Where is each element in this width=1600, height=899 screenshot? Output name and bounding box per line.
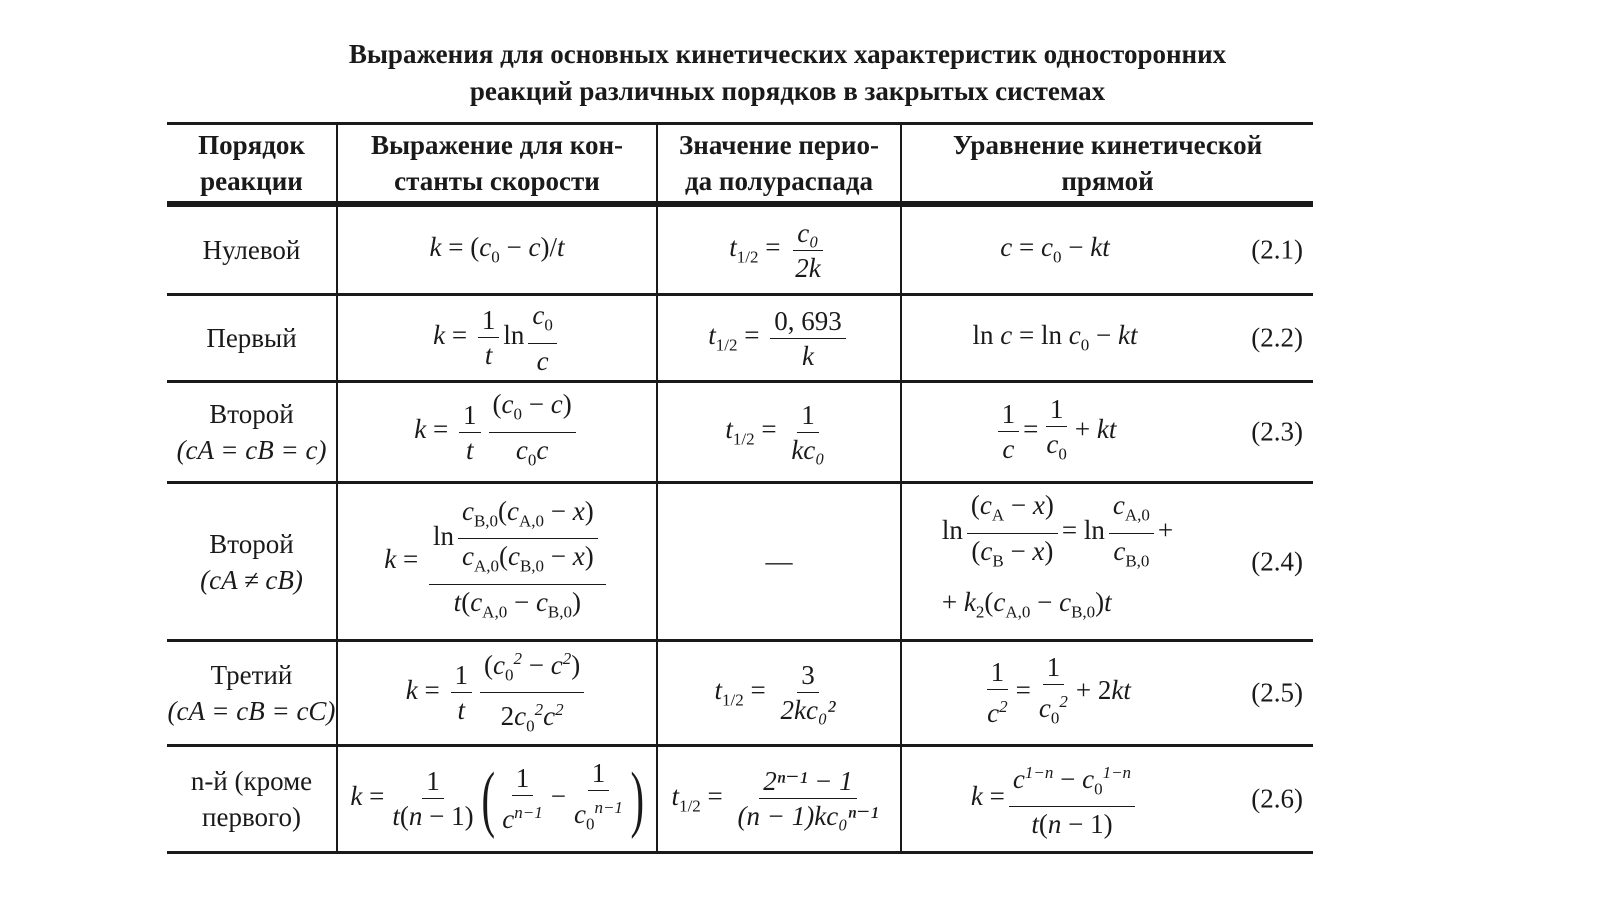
kinetics-table	[167, 122, 1313, 854]
table-row	[167, 483, 1313, 641]
kinetic-line-formula: $\ln c = \ln c_0$ − kt (2.2)	[901, 295, 1313, 382]
kinetic-line-formula: $\frac{1}{c^2}$ = $\frac{1}{c_0^2}$ + 2kt (2.5)	[901, 641, 1313, 746]
table-row	[167, 745, 1313, 852]
half-life-formula: $t_{1/2}$ = $\frac{1}{\text{kc₀}}$	[657, 382, 901, 483]
table-row	[167, 641, 1313, 746]
kinetic-line-formula: ln $\frac{(c_A - x)}{(c_B - x)}$ = ln $\frac{c_{A,0}}{c_{B,0}}$ + + $k_2(c_{A,0} - c_{B,0})t$ (2.4)	[901, 483, 1313, 641]
order-cell: Первый	[167, 295, 337, 382]
rate-constant-formula: $k = (c_0 - c)/t$	[337, 204, 657, 295]
order-cell: n-й (кроме первого)	[167, 745, 337, 852]
rate-constant-formula: k = $\frac{1}{t}$ $\frac{(c_0 - c)}{c_0c}$	[337, 382, 657, 483]
title-line-1: Выражения для основных кинетических характеристик односторонних	[348, 39, 1227, 69]
header-half-life: Значение перио- да полураспада	[657, 124, 901, 205]
equation-number: (2.2)	[1251, 322, 1303, 353]
title-line-2: реакций различных порядков в закрытых системах	[469, 76, 1106, 106]
header-row	[167, 124, 1313, 205]
order-cell: Второй (cA = cB = c)	[167, 382, 337, 483]
order-cell: Нулевой	[167, 204, 337, 295]
rate-constant-formula: k = $\frac{1}{t(n - 1)}$ ( $\frac{1}{c^{n-1}}$ − $\frac{1}{c_0^{n-1}}$ )	[337, 745, 657, 852]
half-life-formula: $t_{1/2}$ = $\frac{\text{2ⁿ⁻¹ − 1}}{\text{(n − 1)kc₀ⁿ⁻¹}}$	[657, 745, 901, 852]
table-row	[167, 295, 1313, 382]
rate-constant-formula: k = $\frac{1}{t}$ ln $\frac{c_0}{c}$	[337, 295, 657, 382]
half-life-formula: $t_{1/2}$ = $\frac{3}{\text{2kc₀²}}$	[657, 641, 901, 746]
half-life-formula: $t_{1/2}$ = $\frac{\text{c₀}}{2k}$	[657, 204, 901, 295]
half-life-formula: $t_{1/2}$ = $\frac{0, 693}{k}$	[657, 295, 901, 382]
kinetic-line-formula: $\frac{1}{c}$ = $\frac{1}{c_0}$ + kt (2.3)	[901, 382, 1313, 483]
table-title	[0, 36, 1600, 110]
kinetic-line-formula: $c = c_0$ − kt (2.1)	[901, 204, 1313, 295]
header-rate-constant: Выражение для кон- станты скорости	[337, 124, 657, 205]
header-kinetic-line: Уравнение кинетической прямой	[901, 124, 1313, 205]
rate-constant-formula: k = $\frac{1}{t}$ $\frac{(c_0^2 - c^2)}{2c_0^2c^2}$	[337, 641, 657, 746]
half-life-formula: —	[657, 483, 901, 641]
table-row	[167, 382, 1313, 483]
header-order: Порядок реакции	[167, 124, 337, 205]
rate-constant-formula: k = ln $\frac{c_{B,0}(c_{A,0} - x)}{c_{A,0}(c_{B,0} - x)}$ $t(c_{A,0} - c_{B,0})$	[337, 483, 657, 641]
equation-number: (2.6)	[1251, 783, 1303, 814]
equation-number: (2.5)	[1251, 677, 1303, 708]
table-row	[167, 204, 1313, 295]
equation-number: (2.4)	[1251, 546, 1303, 576]
order-cell: Третий (cA = cB = cC)	[167, 641, 337, 746]
kinetic-line-formula: k = $\frac{c^{1-n} - c_0^{1-n}}{t(n - 1)}$ (2.6)	[901, 745, 1313, 852]
order-cell: Второй (cA ≠ cB)	[167, 483, 337, 641]
equation-number: (2.1)	[1251, 234, 1303, 265]
equation-number: (2.3)	[1251, 416, 1303, 447]
